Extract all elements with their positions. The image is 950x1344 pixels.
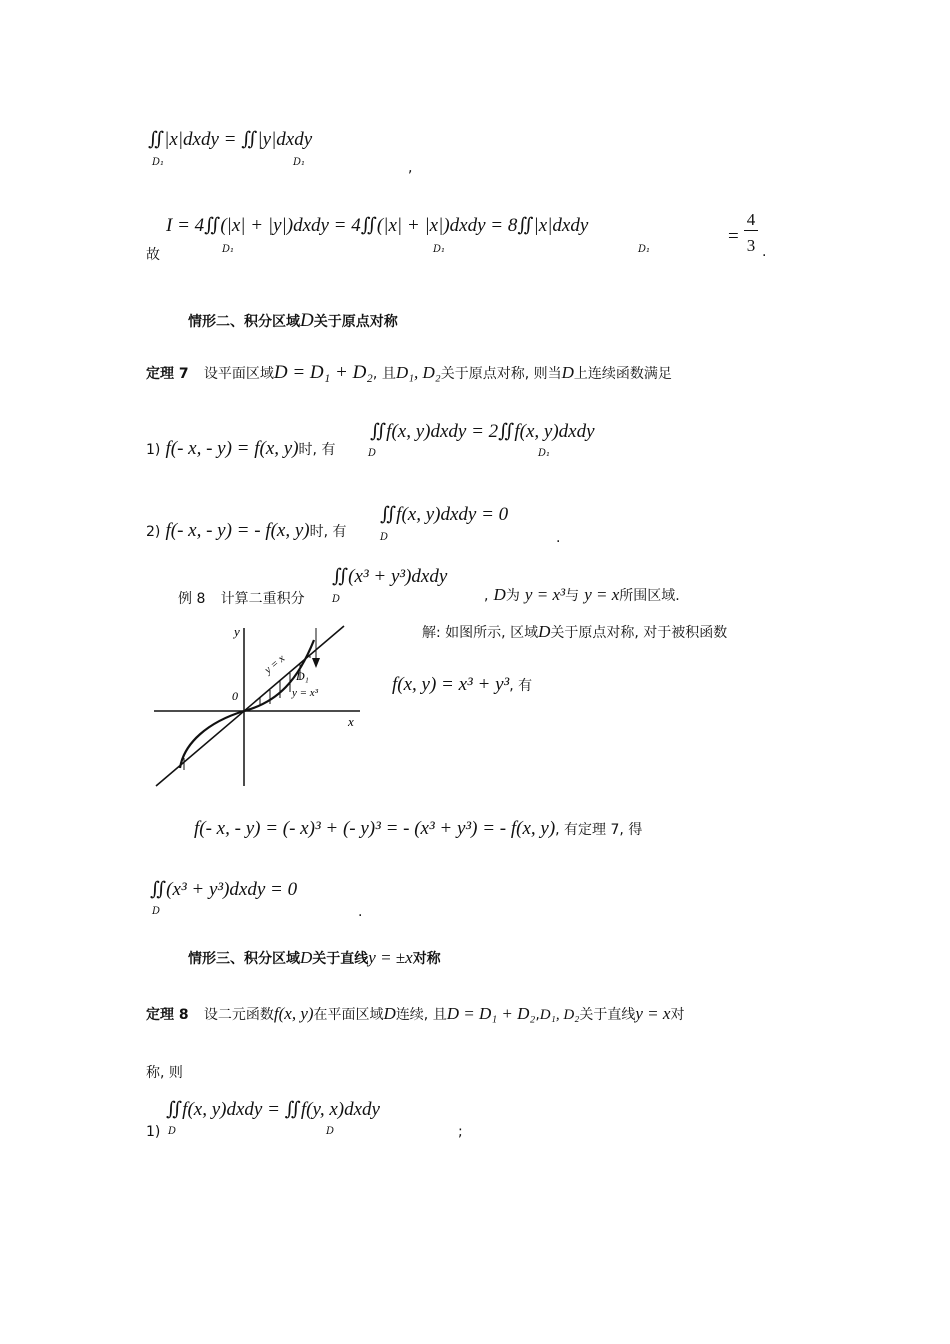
example8-intro	[178, 588, 305, 608]
fraction-numerator: 4	[744, 210, 758, 231]
origin-label: 0	[232, 689, 238, 703]
case8-1-result: ∬f(x, y)dxdy = ∬f(y, x)dxdy	[166, 1099, 380, 1120]
formula-eq1-comma: ,	[408, 160, 413, 176]
formula-eq2-sub-2: D₁	[433, 244, 446, 255]
solution-line4-formula: ∬(x³ + y³)dxdy = 0	[150, 879, 298, 900]
case2-result: ∬f(x, y)dxdy = 0	[380, 504, 509, 525]
label-region: D₁	[296, 669, 309, 683]
example8-var-d: D	[493, 585, 506, 604]
formula-eq1: ∬|x|dxdy = ∬|y|dxdy	[148, 129, 313, 150]
theorem7-formula: D = D₁ + D₂	[273, 362, 373, 383]
section3-heading	[188, 948, 441, 968]
section3-title-b: 关于直线	[312, 951, 369, 967]
case8-1-num: 1)	[146, 1124, 161, 1140]
section2-title-b: 关于原点对称	[313, 314, 398, 330]
section2-heading	[188, 310, 398, 332]
example8-sub: D	[332, 594, 341, 605]
case8-1-sub-right: D	[326, 1126, 335, 1137]
example8-text-d: 与	[565, 588, 580, 604]
theorem8-text-d: ,	[535, 1007, 540, 1023]
section2-title-a: 情形二、积分区域	[188, 314, 300, 330]
theorem7	[146, 362, 672, 384]
section3-title-formula: y = ±x	[368, 948, 413, 967]
example8-text: 计算二重积分	[220, 591, 305, 607]
case1-sub-right: D₁	[538, 448, 551, 459]
theorem8-text-e: 关于直线	[579, 1007, 636, 1023]
label-curve: y = x³	[292, 687, 318, 699]
axis-label-y: y	[234, 624, 240, 639]
case2-sub: D	[380, 532, 389, 543]
formula-eq2-sub-1: D₁	[222, 244, 235, 255]
example8-text-b: ,	[484, 588, 489, 604]
text-gu: 故	[146, 247, 160, 263]
example8-label: 例 8	[178, 591, 206, 607]
solution-line1-b: 关于原点对称, 对于被积函数	[550, 625, 728, 641]
theorem8-text-c: 连续, 且	[395, 1007, 447, 1023]
solution-line3	[194, 818, 642, 840]
section3-title-a: 情形三、积分区域	[188, 951, 300, 967]
solution-line3-formula: f(- x, - y) = (- x)³ + (- y)³ = - (x³ + y³) = - f(x, y)	[194, 818, 556, 839]
theorem8-text-a: 设二元函数	[203, 1007, 274, 1023]
theorem8-var-d: D	[383, 1004, 396, 1023]
solution-line4-sub: D	[152, 906, 161, 917]
solution-line2-formula: f(x, y) = x³ + y³	[392, 674, 510, 695]
case2-num: 2)	[146, 524, 161, 540]
theorem8-vars: D₁, D₂	[539, 1007, 580, 1023]
case8-1-sub-left: D	[168, 1126, 177, 1137]
case2-cond: f(- x, - y) = - f(x, y)	[165, 520, 310, 541]
solution-line1	[422, 622, 727, 642]
solution-line1-var: D	[538, 622, 551, 641]
theorem8-label: 定理 8	[146, 1007, 189, 1023]
theorem8	[146, 1004, 684, 1024]
case1-result: ∬f(x, y)dxdy = 2∬f(x, y)dxdy	[370, 421, 595, 442]
label-line: y = x	[262, 652, 288, 677]
formula-eq2-equals: =	[728, 226, 739, 247]
solution-line3-b: , 有定理 7, 得	[555, 822, 643, 838]
axis-label-x: x	[348, 714, 354, 729]
formula-eq2-sub-3: D₁	[638, 244, 651, 255]
case2	[146, 520, 347, 542]
case1-mid: 时, 有	[298, 442, 336, 458]
case8-1-semicolon: ;	[458, 1124, 463, 1140]
fraction-denominator: 3	[746, 236, 756, 255]
theorem7-text-c: 关于原点对称, 则当	[440, 366, 562, 382]
example8-integral: ∬(x³ + y³)dxdy	[332, 566, 448, 587]
theorem7-label: 定理 7	[146, 366, 189, 382]
example8-curve1: y = x³	[524, 585, 566, 604]
case1-num: 1)	[146, 442, 161, 458]
theorem8-text-b: 在平面区域	[313, 1007, 384, 1023]
case1	[146, 438, 335, 460]
example8-text-e: 所围区域.	[619, 588, 680, 604]
solution-line1-a: 解: 如图所示, 区域	[422, 625, 539, 641]
formula-eq1-sub-left: D₁	[152, 157, 165, 168]
case2-mid: 时, 有	[309, 524, 347, 540]
theorem8-text-f: 对	[670, 1007, 685, 1023]
figure-graph	[148, 618, 368, 790]
section3-title-c: 对称	[412, 951, 441, 967]
solution-period: .	[358, 904, 363, 920]
theorem8-line: y = x	[635, 1004, 671, 1023]
theorem8-func: f(x, y)	[273, 1004, 314, 1023]
formula-eq2-period: .	[762, 244, 767, 260]
formula-eq2: I = 4∬(|x| + |y|)dxdy = 4∬(|x| + |x|)dxdy = 8∬|x|dxdy	[166, 215, 589, 236]
solution-line2-b: , 有	[509, 678, 533, 694]
example8-tail	[484, 585, 680, 605]
theorem8-line2: 称, 则	[146, 1065, 183, 1081]
formula-eq1-sub-right: D₁	[293, 157, 306, 168]
arrow-head	[312, 658, 320, 668]
theorem7-vars: D₁, D₂	[395, 363, 441, 382]
case1-sub-left: D	[368, 448, 377, 459]
solution-line2	[392, 674, 532, 696]
case2-period: .	[556, 530, 561, 546]
example8-curve2: y = x	[584, 585, 620, 604]
theorem7-var-d: D	[561, 363, 574, 382]
section3-title-var: D	[300, 948, 313, 967]
example8-text-c: 为	[505, 588, 520, 604]
case1-cond: f(- x, - y) = f(x, y)	[165, 438, 299, 459]
theorem7-text-a: 设平面区域	[203, 366, 274, 382]
theorem7-text-b: , 且	[372, 366, 396, 382]
section2-title-var: D	[300, 310, 314, 331]
theorem8-formula: D = D₁ + D₂	[446, 1004, 536, 1023]
theorem7-text-d: 上连续函数满足	[573, 366, 672, 382]
